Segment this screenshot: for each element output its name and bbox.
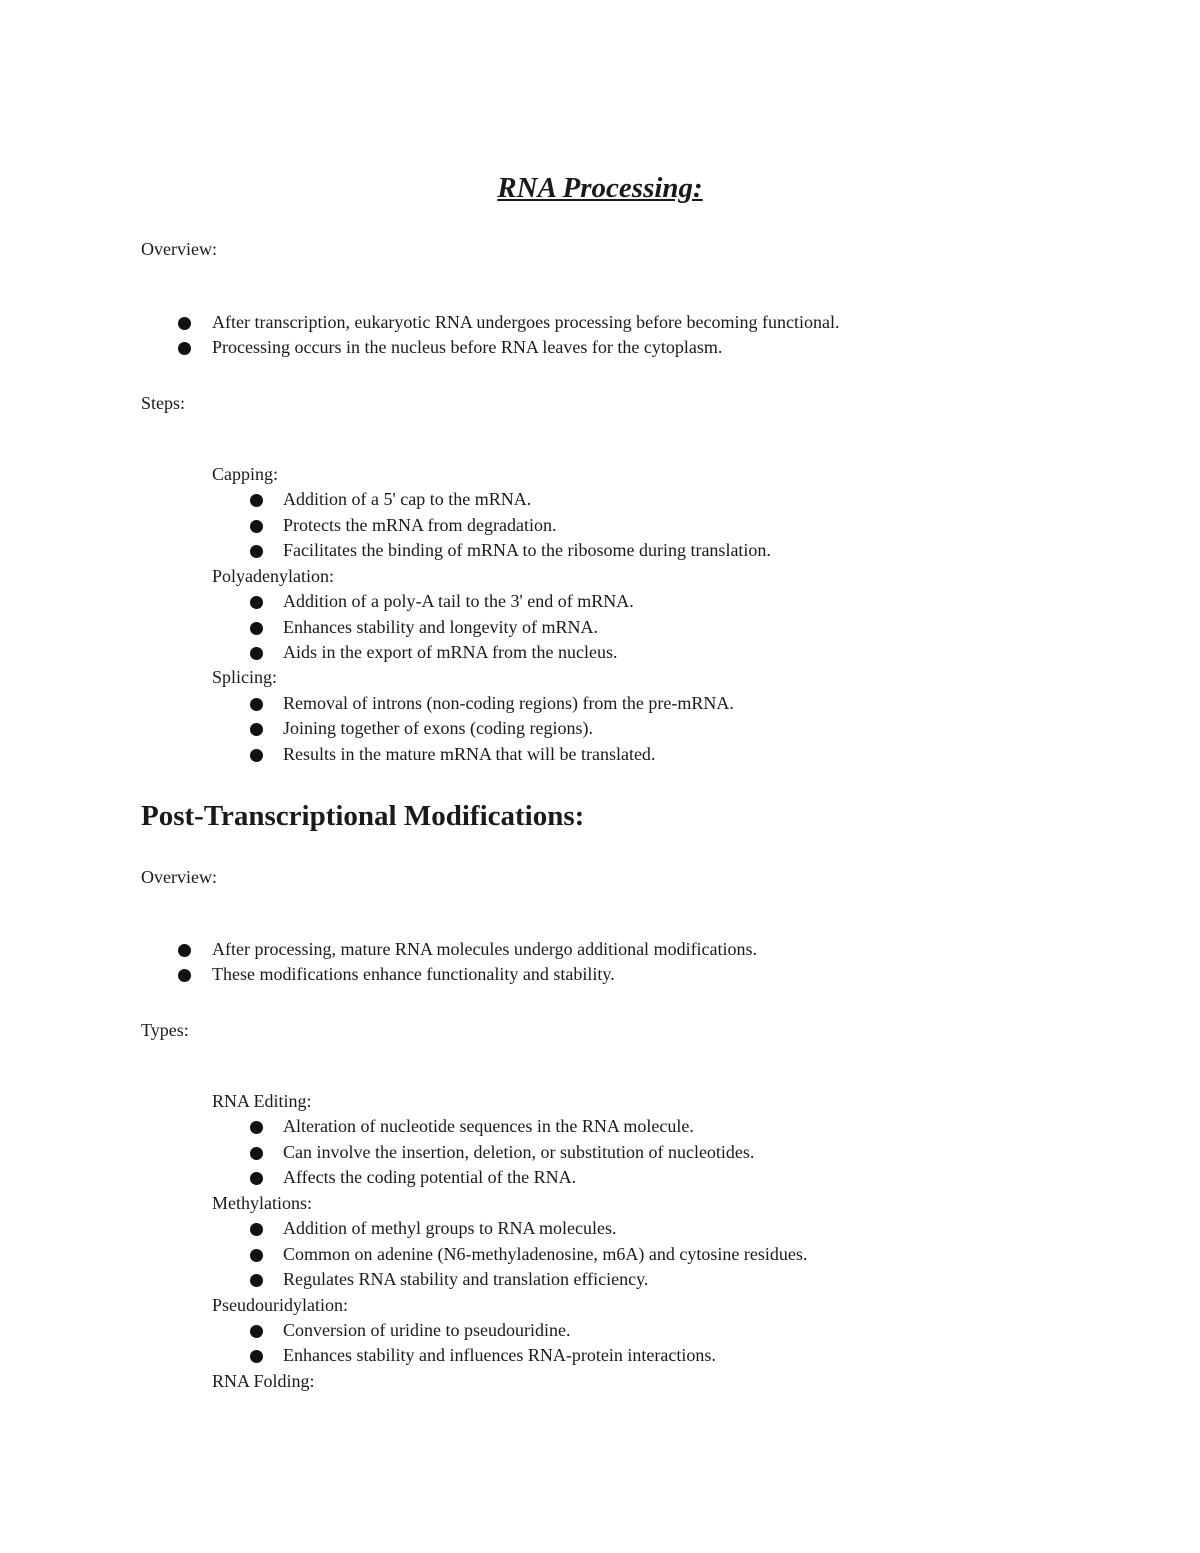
bullet-icon — [250, 1147, 263, 1160]
bullet-icon — [250, 647, 263, 660]
bullet-icon — [250, 622, 263, 635]
bullet-icon — [178, 969, 191, 982]
bullet-icon — [178, 342, 191, 355]
list-item: Conversion of uridine to pseudouridine. — [283, 1320, 571, 1340]
list-item: After processing, mature RNA molecules undergo additional modifications. — [212, 939, 758, 959]
list-item: These modifications enhance functionality and stability. — [212, 964, 615, 984]
section-heading: Post-Transcriptional Modifications: — [141, 800, 585, 832]
bullet-icon — [250, 520, 263, 533]
list-item: Addition of methyl groups to RNA molecules. — [283, 1218, 617, 1238]
bullet-icon — [250, 698, 263, 711]
list-item: Joining together of exons (coding regions). — [283, 718, 593, 738]
bullet-icon — [250, 596, 263, 609]
list-item: Addition of a 5' cap to the mRNA. — [283, 489, 532, 509]
rna-editing-label: RNA Editing: — [212, 1091, 312, 1111]
document-title: RNA Processing: — [497, 172, 703, 204]
bullet-icon — [250, 1121, 263, 1134]
list-item: Removal of introns (non-coding regions) from the pre-mRNA. — [283, 693, 734, 713]
polyadenylation-label: Polyadenylation: — [212, 566, 334, 586]
list-item: After transcription, eukaryotic RNA undergoes processing before becoming functional. — [212, 312, 840, 332]
list-item: Affects the coding potential of the RNA. — [283, 1167, 577, 1187]
bullet-icon — [250, 1172, 263, 1185]
bullet-icon — [250, 494, 263, 507]
capping-label: Capping: — [212, 464, 278, 484]
bullet-icon — [250, 1249, 263, 1262]
bullet-icon — [250, 1350, 263, 1363]
bullet-icon — [250, 1223, 263, 1236]
list-item: Protects the mRNA from degradation. — [283, 515, 557, 535]
list-item: Enhances stability and longevity of mRNA. — [283, 617, 598, 637]
bullet-icon — [250, 1274, 263, 1287]
overview-label: Overview: — [141, 239, 217, 259]
bullet-icon — [250, 545, 263, 558]
bullet-icon — [178, 317, 191, 330]
pseudouridylation-label: Pseudouridylation: — [212, 1295, 348, 1315]
rna-folding-label: RNA Folding: — [212, 1371, 315, 1391]
steps-label: Steps: — [141, 393, 186, 413]
list-item: Alteration of nucleotide sequences in the RNA molecule. — [283, 1116, 694, 1136]
types-label: Types: — [141, 1020, 189, 1040]
list-item: Common on adenine (N6-methyladenosine, m6A) and cytosine residues. — [283, 1244, 808, 1264]
list-item: Facilitates the binding of mRNA to the ribosome during translation. — [283, 540, 771, 560]
bullet-icon — [178, 944, 191, 957]
methylations-label: Methylations: — [212, 1193, 312, 1213]
overview-label: Overview: — [141, 867, 217, 887]
splicing-label: Splicing: — [212, 667, 278, 687]
bullet-icon — [250, 749, 263, 762]
list-item: Aids in the export of mRNA from the nucleus. — [283, 642, 618, 662]
list-item: Can involve the insertion, deletion, or substitution of nucleotides. — [283, 1142, 755, 1162]
bullet-icon — [250, 1325, 263, 1338]
bullet-icon — [250, 723, 263, 736]
list-item: Enhances stability and influences RNA-protein interactions. — [283, 1345, 716, 1365]
list-item: Processing occurs in the nucleus before RNA leaves for the cytoplasm. — [212, 337, 723, 357]
list-item: Addition of a poly-A tail to the 3' end of mRNA. — [283, 591, 634, 611]
list-item: Regulates RNA stability and translation efficiency. — [283, 1269, 649, 1289]
list-item: Results in the mature mRNA that will be translated. — [283, 744, 656, 764]
